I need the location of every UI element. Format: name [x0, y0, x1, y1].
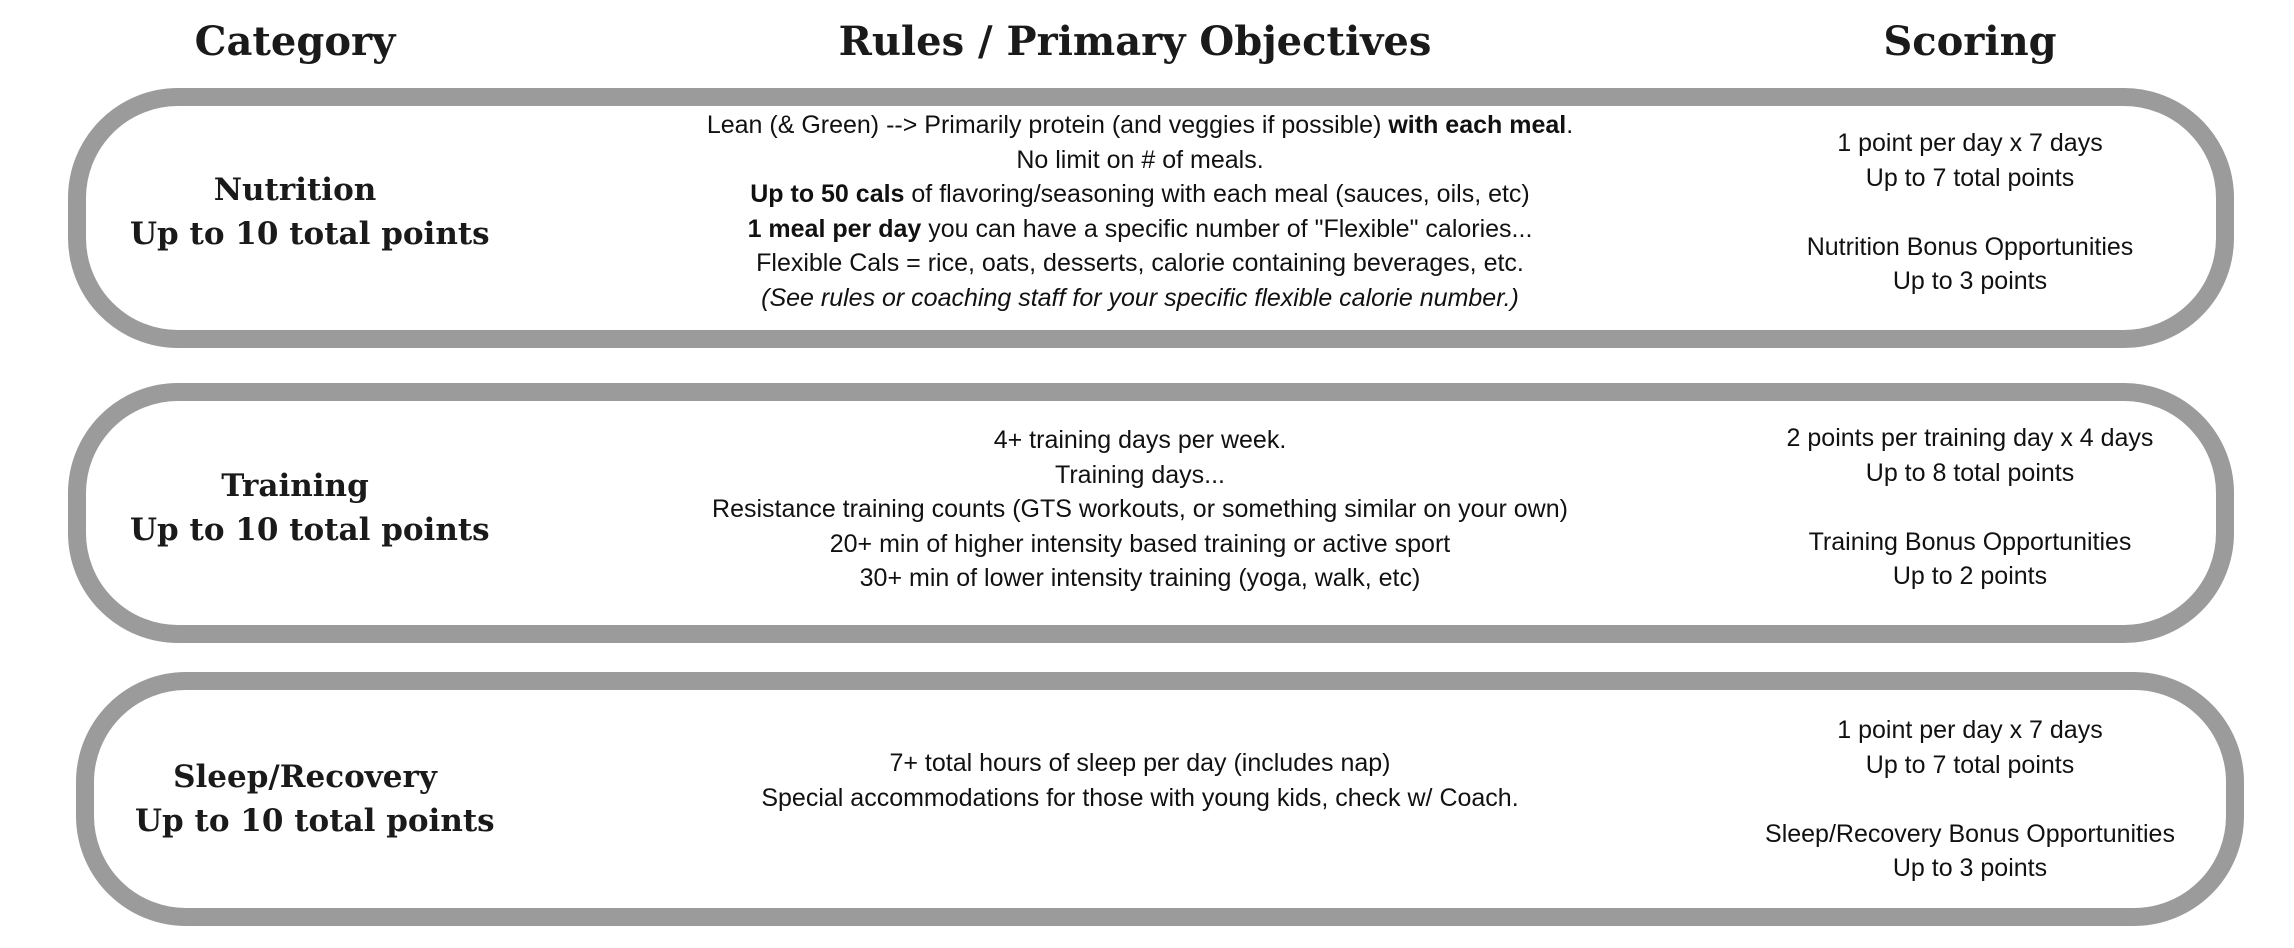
nutrition-rules: [650, 108, 1630, 315]
nutrition-category-points: Up to 10 total points: [130, 216, 490, 252]
sleep-score-line: 1 point per day x 7 days: [1837, 716, 2103, 744]
sleep-bonus-title: Sleep/Recovery Bonus Opportunities: [1765, 819, 2175, 848]
nutrition-rule-line: [650, 108, 1630, 143]
nutrition-category-title: Nutrition: [213, 172, 377, 208]
nutrition-rule-text: of flavoring/seasoning with each meal (sauces, oils, etc): [904, 180, 1530, 208]
rules-column-header: Rules / Primary Objectives: [838, 18, 1432, 65]
nutrition-bonus-points: Up to 3 points: [1892, 267, 2048, 295]
sleep-recovery-category-title: Sleep/Recovery: [173, 759, 437, 795]
training-rule-line: 20+ min of higher intensity based training or active sport: [829, 529, 1451, 558]
training-score-line: 2 points per training day x 4 days: [1786, 424, 2154, 452]
nutrition-rule-emphasis: Up to 50 cals: [750, 180, 905, 208]
nutrition-rule-emphasis: with each meal: [1388, 111, 1567, 139]
nutrition-rule-text: Lean (& Green) --> Primarily protein (and veggies if possible): [706, 111, 1389, 139]
nutrition-rule-line: Flexible Cals = rice, oats, desserts, calorie containing beverages, etc.: [756, 249, 1524, 277]
scoring-column-header: Scoring: [1883, 18, 2057, 65]
nutrition-rule-line: No limit on # of meals.: [1016, 145, 1264, 174]
spacer: [1700, 782, 2240, 817]
sleep-score-line: Up to 7 total points: [1865, 750, 2075, 779]
category-column-header: Category: [194, 18, 396, 65]
sleep-rule-line: 7+ total hours of sleep per day (includes nap): [889, 749, 1391, 777]
spacer: [1720, 195, 2220, 230]
nutrition-rule-text: you can have a specific number of "Flexible" calories...: [921, 214, 1533, 243]
nutrition-scoring: [1720, 126, 2220, 299]
training-bonus-points: Up to 2 points: [1892, 562, 2048, 590]
training-rule-line: Training days...: [1055, 460, 1225, 489]
nutrition-rule-emphasis: 1 meal per day: [747, 214, 922, 243]
training-rule-line: 30+ min of lower intensity training (yoga, walk, etc): [859, 564, 1421, 592]
training-category-points: Up to 10 total points: [130, 512, 490, 548]
sleep-rule-line: Special accommodations for those with young kids, check w/ Coach.: [761, 783, 1519, 812]
sleep-recovery-category: [135, 755, 495, 843]
nutrition-rule-line: [650, 177, 1630, 212]
sleep-recovery-rules: [650, 746, 1630, 815]
training-category-title: Training: [221, 468, 369, 504]
nutrition-bonus-title: Nutrition Bonus Opportunities: [1806, 232, 2134, 261]
nutrition-category: [130, 168, 490, 256]
training-rules: [650, 423, 1630, 596]
spacer: [1720, 490, 2220, 525]
training-rule-line: 4+ training days per week.: [993, 426, 1287, 454]
sleep-recovery-scoring: [1700, 713, 2240, 886]
nutrition-score-line: Up to 7 total points: [1865, 163, 2075, 192]
nutrition-score-line: 1 point per day x 7 days: [1837, 129, 2103, 157]
sleep-bonus-points: Up to 3 points: [1892, 854, 2048, 882]
sleep-recovery-category-points: Up to 10 total points: [135, 803, 495, 839]
training-scoring: [1720, 421, 2220, 594]
training-bonus-title: Training Bonus Opportunities: [1808, 527, 2132, 556]
nutrition-rule-note: (See rules or coaching staff for your specific flexible calorie number.): [761, 283, 1519, 312]
training-score-line: Up to 8 total points: [1865, 458, 2075, 487]
training-category: [130, 464, 490, 552]
nutrition-rule-line: [650, 212, 1630, 247]
nutrition-rule-text: .: [1566, 111, 1574, 139]
training-rule-line: Resistance training counts (GTS workouts, or something similar on your own): [712, 495, 1568, 523]
